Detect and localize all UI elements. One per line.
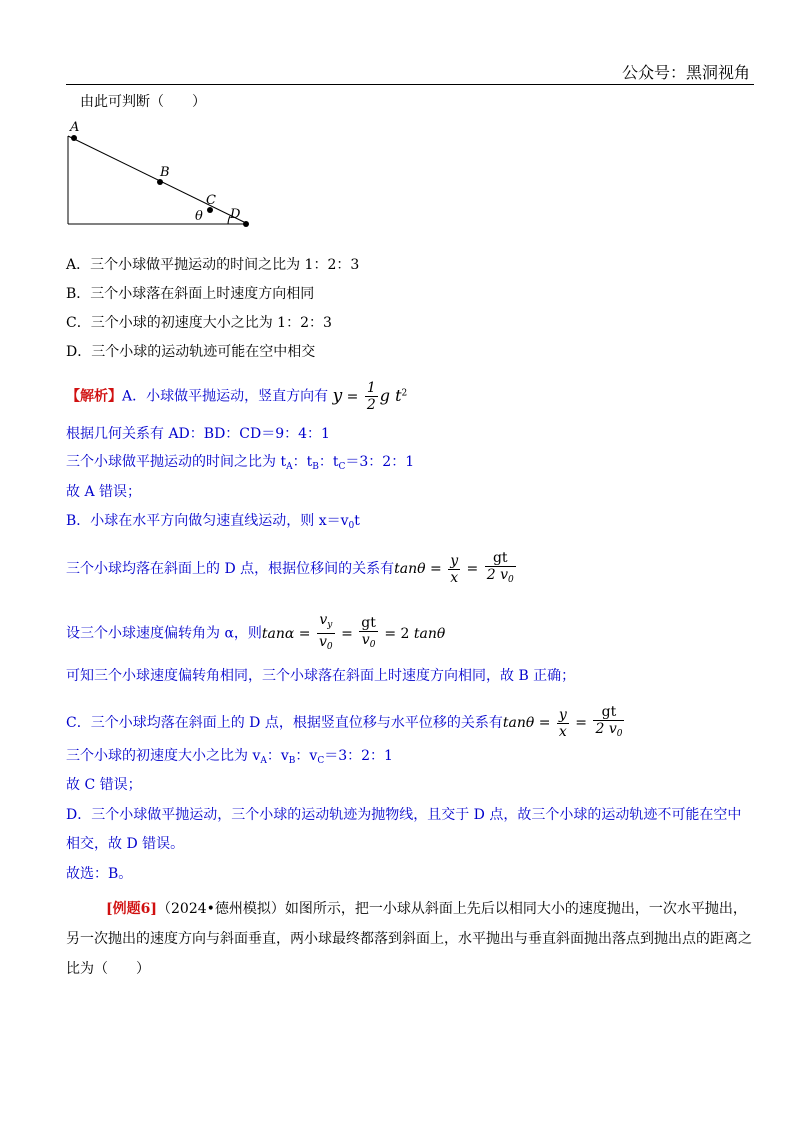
solution-answer: 故选：B。	[66, 866, 133, 882]
solution-c2: 三个小球的初速度大小之比为 $v_A$：$v_B$：$v_C=3$：2：1	[66, 748, 393, 766]
solution-b4: 可知三个小球速度偏转角相同，三个小球落在斜面上时速度方向相同，故 B 正确；	[66, 668, 576, 684]
solution-c2-post: ＝3：2：1	[324, 748, 393, 764]
header-rule	[66, 84, 754, 85]
solution-a3-pre: 三个小球做平抛运动的时间之比为 t	[66, 454, 287, 470]
solution-b2-text: 三个小球均落在斜面上的 D 点，根据位移间的关系有	[66, 561, 395, 577]
formula-tan-alpha: tanα = $\frac{v_y}{v_0}$ = $\frac{gt}{v_0}$ = 2 tanθ	[261, 612, 446, 652]
option-d: D．三个小球的运动轨迹可能在空中相交	[66, 344, 316, 360]
header-label: 公众号：黑洞视角	[622, 63, 751, 82]
solution-a1-text: A．小球做平抛运动，竖直方向有	[122, 388, 329, 405]
solution-c1-text: C．三个小球均落在斜面上的 D 点，根据竖直位移与水平位移的关系有	[66, 715, 503, 731]
question-intro: 由此可判断（ ）	[80, 94, 206, 110]
label-b: B	[160, 165, 170, 180]
label-c: C	[206, 193, 216, 208]
solution-b3-text: 设三个小球速度偏转角为 α，则	[66, 625, 262, 642]
solution-a2: 根据几何关系有 AD：BD：CD＝9：4：1	[66, 426, 330, 442]
option-c: C．三个小球的初速度大小之比为 1：2：3	[66, 315, 332, 331]
option-a: A．三个小球做平抛运动的时间之比为 1：2：3	[66, 257, 360, 273]
solution-b2	[66, 550, 518, 588]
solution-b3	[66, 612, 445, 655]
solution-d1: D．三个小球做平抛运动，三个小球的运动轨迹为抛物线，且交于 D 点，故三个小球的运动轨迹不可能在空中	[66, 807, 742, 823]
point-d	[243, 221, 249, 227]
solution-b1	[66, 511, 360, 536]
solution-a3-post: ＝3：2：1	[345, 454, 415, 470]
label-d: D	[230, 207, 241, 222]
next-example	[66, 894, 756, 984]
solution-b1-text: B．小球在水平方向做匀速直线运动，则 x＝v	[66, 513, 349, 529]
solution-a1	[66, 380, 407, 413]
solution-a4: 故 A 错误；	[66, 484, 142, 500]
solution-a3: 三个小球做平抛运动的时间之比为 $t_A$：$t_B$：$t_C=3$：2：1	[66, 454, 415, 472]
label-a: A	[70, 120, 80, 135]
example-tag: [例题6]	[106, 901, 157, 917]
example-text: （2024•德州模拟）如图所示，把一小球从斜面上先后以相同大小的速度抛出，一次水平抛出，另一次抛出的速度方向与斜面垂直，两小球最终都落到斜面上，水平抛出与垂直斜面抛出落点到抛出点的距离之比为（ ）	[66, 901, 752, 977]
solution-c1	[66, 704, 626, 742]
incline-figure	[60, 116, 260, 232]
label-theta: θ	[195, 209, 203, 224]
point-a	[71, 135, 77, 141]
solution-b1-sub: 0	[348, 521, 355, 531]
solution-b1-post: t	[354, 513, 360, 529]
solution-c2-pre: 三个小球的初速度大小之比为 v	[66, 748, 261, 764]
solution-c3: 故 C 错误；	[66, 777, 142, 793]
formula-y-half-gt2: y = $\frac{1}{2}$ g $t^2$	[332, 380, 408, 413]
solution-d2: 相交，故 D 错误。	[66, 836, 185, 852]
formula-tan-theta-2: tanθ = $\frac{y}{x}$ = $\frac{gt}{2 v_0}$	[502, 704, 623, 740]
formula-tan-theta: tanθ = $\frac{y}{x}$ = $\frac{gt}{2 v_0}$	[394, 550, 514, 586]
option-b: B．三个小球落在斜面上时速度方向相同	[66, 286, 315, 302]
solution-tag: 【解析】	[66, 388, 122, 405]
